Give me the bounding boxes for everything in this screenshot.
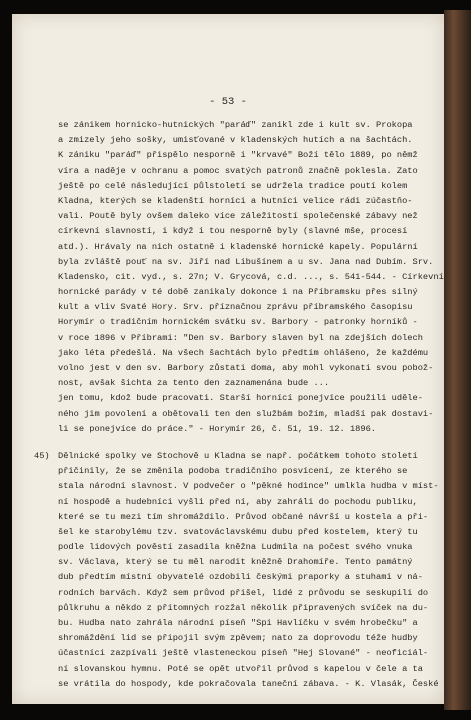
text-line: bu. Hudba nato zahrála národní píseň "Spi Havlíčku v svém hrobečku" a	[58, 618, 418, 628]
footnote-45	[34, 449, 439, 692]
text-line: Horymír o tradičním hornickém svátku sv. Barbory - patronky horníků -	[58, 317, 418, 328]
text-line: li se ponejvíce do práce." - Horymír 26, č. 51, 19. 12. 1896.	[58, 423, 377, 434]
text-line: byla zvláště pouť na sv. Jiří nad Libušínem a u sv. Jana nad Dubím. Srv.	[58, 256, 434, 267]
text-line: nost, avšak šichta za tento den zaznamenána bude ...	[58, 378, 330, 389]
text-line: šel ke starobylému tzv. svatováclavskému dubu před kostelem, který tu	[58, 526, 418, 537]
paragraph-continuation	[58, 118, 444, 437]
text-line: ní hospodě a hudebníci vyšli před ní, aby zahráli do pochodu publiku,	[58, 496, 418, 507]
text-line: dub předtím místní obyvatelé ozdobili českými praporky a stuhami v ná-	[58, 572, 423, 583]
text-line: církevní slavností, i když i tou nesporně byly (slavné mše, procesí	[58, 226, 408, 237]
text-line: se zánikem hornicko-hutnických "paráď" zanikl zde i kult sv. Prokopa	[58, 120, 413, 130]
text-line: přičinily, že se změnila podoba tradičního posvícení, ze kterého se	[58, 466, 408, 477]
text-line: rodních barvách. Když sem průvod přišel, lidé z průvodu se seskupili do	[58, 587, 429, 598]
text-line: Kladensko, cit. vyd., s. 27n; V. Grycová, c.d. ..., s. 541-544. - Církevní	[58, 271, 444, 282]
text-line: jako léta předešlá. Na všech šachtách bylo předtím ohlášeno, že každému	[58, 347, 429, 358]
text-line: K zániku "paráď" přispělo nesporně i "krvavé" Boží tělo 1889, po němž	[58, 150, 418, 161]
text-line: účastníci zazpívali ještě vlasteneckou píseň "Hej Slované" - neoficiál-	[58, 648, 429, 659]
book-spine-edge	[444, 10, 471, 710]
text-line: jen tomu, kdož bude pracovati. Starší hornící ponejvíce použili uděle-	[58, 393, 423, 404]
book-page	[12, 14, 444, 704]
text-line: vali. Poutě byly ovšem daleko více záležitostí společenské zábavy než	[58, 211, 418, 222]
text-line: sv. Václava, který se tu měl narodit kněžně Drahomíře. Tento památný	[58, 557, 413, 568]
text-line: volno jest v den sv. Barbory zůstati doma, aby mohl vykonati svou pobož-	[58, 363, 434, 373]
paragraph-gap	[58, 437, 438, 449]
text-line: ného jim povolení a obětovali ten den službám božím, mladší pak dostavi-	[58, 408, 434, 419]
text-line: a zmizely jeho sošky, umisťované v kladenských hutích a na šachtách.	[58, 135, 413, 146]
text-line: v roce 1896 v Příbrami: "Den sv. Barbory slaven byl na zdejších dolech	[58, 332, 423, 343]
text-line: se vrátila do hospody, kde pokračovala taneční zábava. - K. Vlasák, České	[58, 678, 439, 689]
text-line: víra a naděje v ochranu a pomoc svatých patronů značně poklesla. Zato	[58, 165, 418, 176]
body-text	[34, 118, 444, 692]
page-number: - 53 -	[209, 96, 247, 108]
text-line: Dělnické spolky ve Stochově u Kladna se např. počátkem tohoto století	[58, 450, 418, 461]
text-line: podle lidových pověstí zasadila kněžna Ludmila na počest svého vnuka	[58, 542, 413, 553]
footnote-number: 45)	[34, 450, 50, 461]
text-line: atd.). Hrávaly na nich ostatně i kladenské hornické kapely. Populární	[58, 241, 418, 252]
text-line: Kladna, kterých se kladenští horníci a hutníci velice rádi zúčastňo-	[58, 195, 413, 206]
text-line: kult a vliv Svaté Hory. Srv. příznačnou zprávu příbramského časopisu	[58, 302, 413, 313]
text-line: shromáždění lid se připojil svým zpěvem; nato za doprovodu téže hudby	[58, 633, 418, 644]
text-line: ní slovanskou hymnu. Poté se opět utvořil průvod s kapelou v čele a ta	[58, 663, 423, 674]
text-line: ještě po celé následující půlstoletí se udržela tradice poutí kolem	[58, 180, 408, 191]
text-line: stala národní slavnost. V podvečer o "pěkné hodince" umlkla hudba v míst-	[58, 481, 439, 492]
text-line: které se tu mezi tím shromáždilo. Průvod občané návrší u kostela a při-	[58, 511, 429, 522]
text-line: půlkruhu a někdo z přítomných rozžal několik připravených svíček na du-	[58, 602, 429, 613]
text-line: hornické parády v té době zanikaly dokonce i na Příbramsku přes silný	[58, 287, 418, 298]
